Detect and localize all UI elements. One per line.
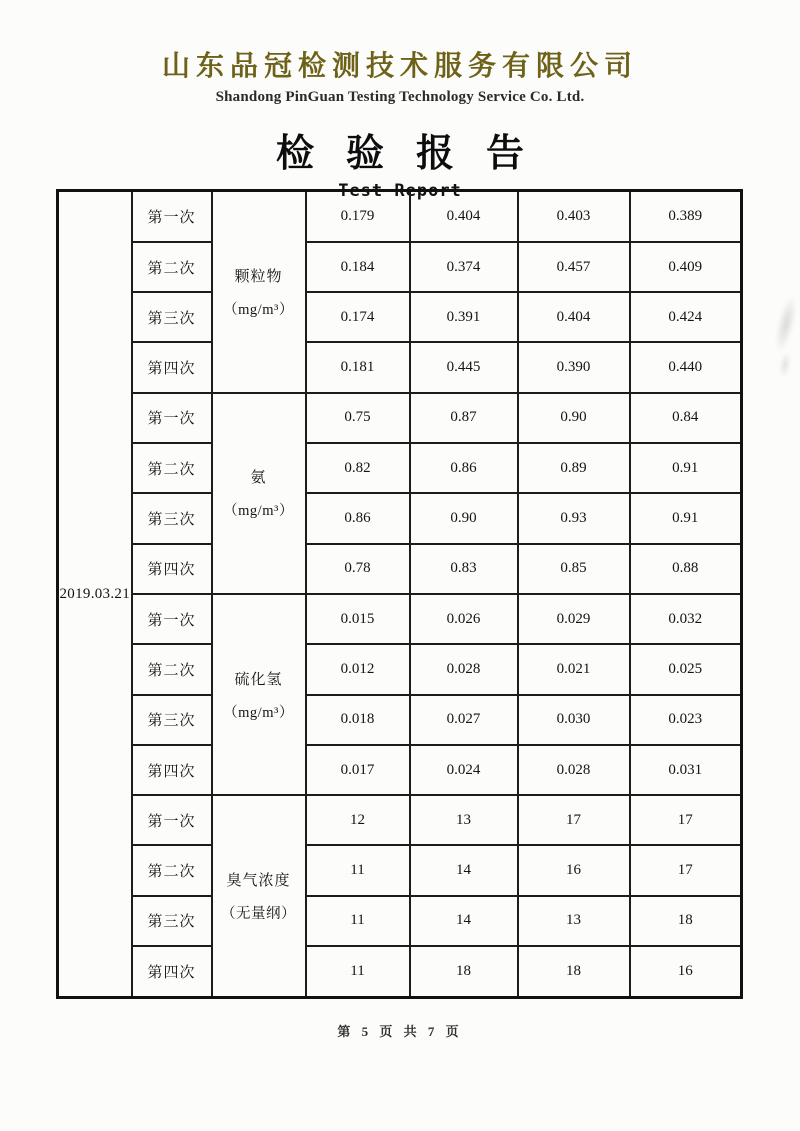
measurement-value-cell: 12 <box>306 795 410 845</box>
measurement-value-cell: 0.409 <box>630 242 742 292</box>
measurement-value-cell: 0.015 <box>306 594 410 644</box>
measurement-value-cell: 0.389 <box>630 191 742 242</box>
measurement-value-cell: 0.93 <box>518 493 630 543</box>
measurement-value-cell: 13 <box>410 795 518 845</box>
trial-label-cell: 第二次 <box>132 242 212 292</box>
measurement-value-cell: 0.174 <box>306 292 410 342</box>
measurement-value-cell: 18 <box>630 896 742 946</box>
measurement-value-cell: 0.87 <box>410 393 518 443</box>
trial-label-cell: 第三次 <box>132 292 212 342</box>
measurement-value-cell: 0.026 <box>410 594 518 644</box>
measurement-value-cell: 0.83 <box>410 544 518 594</box>
measurement-value-cell: 0.445 <box>410 342 518 392</box>
measurement-value-cell: 0.179 <box>306 191 410 242</box>
trial-label-cell: 第三次 <box>132 695 212 745</box>
table-row <box>58 594 742 644</box>
report-title-cn: 检验报告 <box>275 133 556 175</box>
trial-label-cell: 第四次 <box>132 946 212 997</box>
measurement-value-cell: 0.025 <box>630 644 742 694</box>
trial-label-cell: 第二次 <box>132 443 212 493</box>
trial-label-cell: 第一次 <box>132 393 212 443</box>
scan-artifact <box>778 351 792 378</box>
table-row <box>58 393 742 443</box>
parameter-cell <box>212 393 306 594</box>
measurement-value-cell: 0.78 <box>306 544 410 594</box>
measurement-value-cell: 14 <box>410 896 518 946</box>
parameter-unit: （mg/m³） <box>223 503 294 520</box>
page-footer <box>0 1021 800 1040</box>
table-row <box>58 644 742 694</box>
measurement-value-cell: 0.404 <box>410 191 518 242</box>
parameter-name: 臭气浓度 <box>226 873 291 890</box>
measurement-value-cell: 0.85 <box>518 544 630 594</box>
measurement-value-cell: 0.181 <box>306 342 410 392</box>
trial-label-cell: 第四次 <box>132 544 212 594</box>
table-row <box>58 695 742 745</box>
measurement-value-cell: 14 <box>410 845 518 895</box>
measurement-value-cell: 0.027 <box>410 695 518 745</box>
measurement-value-cell: 0.028 <box>410 644 518 694</box>
measurement-value-cell: 0.82 <box>306 443 410 493</box>
measurement-value-cell: 0.91 <box>630 443 742 493</box>
measurement-value-cell: 0.029 <box>518 594 630 644</box>
measurement-value-cell: 0.012 <box>306 644 410 694</box>
measurement-value-cell: 0.404 <box>518 292 630 342</box>
measurement-value-cell: 0.031 <box>630 745 742 795</box>
measurement-value-cell: 16 <box>518 845 630 895</box>
trial-label-cell: 第四次 <box>132 342 212 392</box>
measurement-value-cell: 0.017 <box>306 745 410 795</box>
table-row <box>58 795 742 845</box>
measurement-value-cell: 0.021 <box>518 644 630 694</box>
trial-label-cell: 第二次 <box>132 644 212 694</box>
measurement-value-cell: 0.88 <box>630 544 742 594</box>
measurement-value-cell: 0.403 <box>518 191 630 242</box>
parameter-name: 颗粒物 <box>234 268 283 285</box>
measurement-value-cell: 0.91 <box>630 493 742 543</box>
measurement-value-cell: 0.75 <box>306 393 410 443</box>
trial-label-cell: 第三次 <box>132 493 212 543</box>
measurement-value-cell: 16 <box>630 946 742 997</box>
report-table <box>56 189 743 999</box>
measurement-value-cell: 0.86 <box>306 493 410 543</box>
parameter-name: 氨 <box>250 470 267 487</box>
measurement-value-cell: 0.390 <box>518 342 630 392</box>
measurement-value-cell: 0.374 <box>410 242 518 292</box>
parameter-unit: （mg/m³） <box>223 301 294 318</box>
measurement-value-cell: 13 <box>518 896 630 946</box>
table-row <box>58 493 742 543</box>
report-header <box>0 44 800 201</box>
page-number: 第 5 页 共 7 页 <box>337 1024 463 1039</box>
table-row <box>58 292 742 342</box>
measurement-value-cell: 18 <box>410 946 518 997</box>
table-row <box>58 443 742 493</box>
measurement-value-cell: 0.84 <box>630 393 742 443</box>
measurement-value-cell: 0.90 <box>410 493 518 543</box>
trial-label-cell: 第二次 <box>132 845 212 895</box>
parameter-cell <box>212 191 306 393</box>
table-row <box>58 544 742 594</box>
table-row <box>58 845 742 895</box>
trial-label-cell: 第一次 <box>132 191 212 242</box>
measurement-value-cell: 18 <box>518 946 630 997</box>
measurement-value-cell: 0.457 <box>518 242 630 292</box>
trial-label-cell: 第四次 <box>132 745 212 795</box>
measurement-value-cell: 0.89 <box>518 443 630 493</box>
parameter-cell <box>212 795 306 997</box>
company-name-cn: 山东品冠检测技术服务有限公司 <box>161 51 638 82</box>
report-title-en: Test Report <box>338 181 462 201</box>
report-table-body <box>58 191 742 998</box>
measurement-value-cell: 0.90 <box>518 393 630 443</box>
table-row <box>58 745 742 795</box>
trial-label-cell: 第三次 <box>132 896 212 946</box>
sample-date-cell: 2019.03.21 <box>58 191 132 998</box>
measurement-value-cell: 0.028 <box>518 745 630 795</box>
trial-label-cell: 第一次 <box>132 594 212 644</box>
table-row <box>58 946 742 997</box>
measurement-value-cell: 0.030 <box>518 695 630 745</box>
measurement-value-cell: 17 <box>518 795 630 845</box>
measurement-value-cell: 0.018 <box>306 695 410 745</box>
company-name-en: Shandong PinGuan Testing Technology Service Co. Ltd. <box>215 89 585 105</box>
measurement-value-cell: 11 <box>306 896 410 946</box>
measurement-value-cell: 0.391 <box>410 292 518 342</box>
trial-label-cell: 第一次 <box>132 795 212 845</box>
parameter-unit: （无量纲） <box>221 906 296 923</box>
measurement-value-cell: 17 <box>630 845 742 895</box>
table-row <box>58 242 742 292</box>
measurement-value-cell: 0.032 <box>630 594 742 644</box>
measurement-value-cell: 0.023 <box>630 695 742 745</box>
measurement-value-cell: 0.024 <box>410 745 518 795</box>
table-row <box>58 191 742 242</box>
measurement-value-cell: 11 <box>306 946 410 997</box>
measurement-value-cell: 0.440 <box>630 342 742 392</box>
measurement-value-cell: 17 <box>630 795 742 845</box>
parameter-name: 硫化氢 <box>234 671 283 688</box>
parameter-unit: （mg/m³） <box>223 704 294 721</box>
measurement-value-cell: 0.86 <box>410 443 518 493</box>
table-row <box>58 896 742 946</box>
measurement-value-cell: 0.184 <box>306 242 410 292</box>
table-row <box>58 342 742 392</box>
measurement-value-cell: 11 <box>306 845 410 895</box>
measurement-value-cell: 0.424 <box>630 292 742 342</box>
parameter-cell <box>212 594 306 795</box>
scan-artifact <box>771 294 800 354</box>
